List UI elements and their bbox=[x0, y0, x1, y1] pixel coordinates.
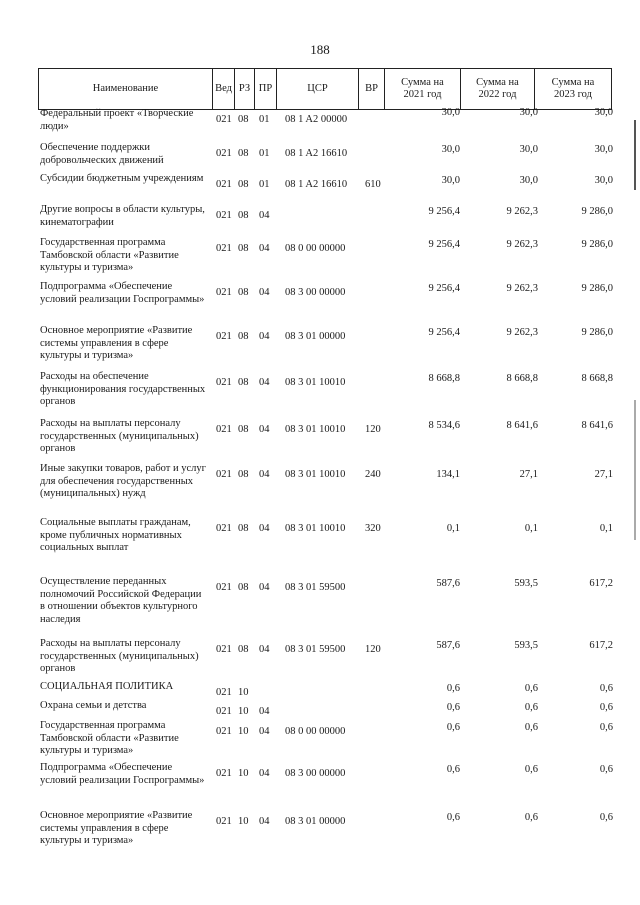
cell-pr: 04 bbox=[259, 582, 270, 593]
cell-vr: 120 bbox=[365, 644, 381, 655]
cell-ved: 021 bbox=[216, 582, 232, 593]
cell-s1: 587,6 bbox=[436, 640, 460, 651]
cell-csr: 08 3 01 10010 bbox=[285, 377, 346, 388]
cell-csr: 08 3 01 10010 bbox=[285, 469, 346, 480]
cell-ved: 021 bbox=[216, 377, 232, 388]
cell-s1: 8 668,8 bbox=[428, 373, 460, 384]
cell-s3: 9 286,0 bbox=[581, 239, 613, 250]
cell-rz: 10 bbox=[238, 726, 249, 737]
cell-s1: 9 256,4 bbox=[428, 283, 460, 294]
cell-s3: 30,0 bbox=[594, 107, 613, 118]
cell-s3: 0,6 bbox=[599, 722, 613, 733]
cell-vr: 610 bbox=[365, 179, 381, 190]
cell-vr: 320 bbox=[365, 523, 381, 534]
cell-s1: 0,6 bbox=[446, 722, 460, 733]
cell-s1: 587,6 bbox=[436, 578, 460, 589]
cell-rz: 10 bbox=[238, 768, 249, 779]
cell-s1: 30,0 bbox=[441, 107, 460, 118]
cell-pr: 04 bbox=[259, 424, 270, 435]
cell-s2: 8 668,8 bbox=[506, 373, 538, 384]
cell-name: Расходы на обеспечение функционирования государственных органов bbox=[40, 371, 206, 407]
cell-csr: 08 0 00 00000 bbox=[285, 726, 346, 737]
cell-name: Иные закупки товаров, работ и услуг для обеспечения государственных (муниципальных) нужд bbox=[40, 463, 206, 499]
cell-rz: 08 bbox=[238, 424, 249, 435]
cell-s2: 30,0 bbox=[519, 175, 538, 186]
cell-s3: 0,1 bbox=[599, 523, 613, 534]
cell-s2: 9 262,3 bbox=[506, 239, 538, 250]
cell-ved: 021 bbox=[216, 816, 232, 827]
cell-rz: 10 bbox=[238, 816, 249, 827]
cell-name: Подпрограмма «Обеспечение условий реализации Госпрограммы» bbox=[40, 762, 205, 786]
cell-ved: 021 bbox=[216, 768, 232, 779]
cell-csr: 08 3 01 59500 bbox=[285, 582, 346, 593]
cell-ved: 021 bbox=[216, 179, 232, 190]
cell-name: Другие вопросы в области культуры, кинематографии bbox=[40, 204, 205, 228]
cell-s1: 0,6 bbox=[446, 702, 460, 713]
cell-s1: 9 256,4 bbox=[428, 206, 460, 217]
cell-rz: 08 bbox=[238, 287, 249, 298]
cell-csr: 08 1 A2 16610 bbox=[285, 148, 348, 159]
cell-pr: 04 bbox=[259, 816, 270, 827]
cell-rz: 08 bbox=[238, 644, 249, 655]
cell-s1: 0,1 bbox=[446, 523, 460, 534]
cell-csr: 08 3 01 10010 bbox=[285, 424, 346, 435]
cell-name: Социальные выплаты гражданам, кроме публичных нормативных социальных выплат bbox=[40, 517, 191, 553]
cell-name: Основное мероприятие «Развитие системы управления в сфере культуры и туризма» bbox=[40, 325, 193, 361]
cell-csr: 08 0 00 00000 bbox=[285, 243, 346, 254]
cell-rz: 08 bbox=[238, 114, 249, 125]
header-rz: РЗ bbox=[235, 69, 255, 109]
cell-s1: 8 534,6 bbox=[428, 420, 460, 431]
cell-s3: 0,6 bbox=[599, 683, 613, 694]
cell-pr: 04 bbox=[259, 469, 270, 480]
cell-name: Основное мероприятие «Развитие системы управления в сфере культуры и туризма» bbox=[40, 810, 193, 846]
page-number: 188 bbox=[310, 42, 330, 57]
cell-s3: 8 668,8 bbox=[581, 373, 613, 384]
cell-name: Государственная программа Тамбовской области «Развитие культуры и туризма» bbox=[40, 237, 179, 273]
cell-s1: 30,0 bbox=[441, 175, 460, 186]
cell-s3: 0,6 bbox=[599, 812, 613, 823]
cell-pr: 01 bbox=[259, 148, 270, 159]
cell-ved: 021 bbox=[216, 210, 232, 221]
cell-rz: 08 bbox=[238, 331, 249, 342]
cell-pr: 04 bbox=[259, 210, 270, 221]
header-name: Наименование bbox=[39, 69, 213, 109]
cell-pr: 01 bbox=[259, 114, 270, 125]
cell-s1: 0,6 bbox=[446, 812, 460, 823]
cell-csr: 08 3 01 00000 bbox=[285, 331, 346, 342]
cell-s2: 9 262,3 bbox=[506, 283, 538, 294]
header-sum-2023: Сумма на 2023 год bbox=[551, 77, 595, 100]
cell-name: Подпрограмма «Обеспечение условий реализации Госпрограммы» bbox=[40, 281, 205, 305]
cell-name: Субсидии бюджетным учреждениям bbox=[40, 173, 204, 184]
header-sum-2021: Сумма на 2021 год bbox=[385, 69, 461, 109]
cell-s2: 0,6 bbox=[524, 764, 538, 775]
cell-rz: 08 bbox=[238, 179, 249, 190]
cell-s1: 0,6 bbox=[446, 764, 460, 775]
cell-pr: 04 bbox=[259, 331, 270, 342]
cell-ved: 021 bbox=[216, 243, 232, 254]
cell-name: Охрана семьи и детства bbox=[40, 700, 147, 711]
cell-s2: 27,1 bbox=[519, 469, 538, 480]
cell-s3: 27,1 bbox=[594, 469, 613, 480]
cell-csr: 08 3 00 00000 bbox=[285, 768, 346, 779]
cell-s3: 617,2 bbox=[589, 578, 613, 589]
cell-ved: 021 bbox=[216, 331, 232, 342]
cell-s2: 0,6 bbox=[524, 722, 538, 733]
cell-csr: 08 3 01 00000 bbox=[285, 816, 346, 827]
cell-pr: 04 bbox=[259, 726, 270, 737]
cell-pr: 04 bbox=[259, 523, 270, 534]
cell-s2: 0,6 bbox=[524, 683, 538, 694]
cell-ved: 021 bbox=[216, 148, 232, 159]
cell-s1: 30,0 bbox=[441, 144, 460, 155]
cell-s3: 9 286,0 bbox=[581, 206, 613, 217]
cell-rz: 08 bbox=[238, 377, 249, 388]
cell-ved: 021 bbox=[216, 706, 232, 717]
cell-vr: 120 bbox=[365, 424, 381, 435]
cell-ved: 021 bbox=[216, 469, 232, 480]
cell-pr: 01 bbox=[259, 179, 270, 190]
cell-s3: 9 286,0 bbox=[581, 327, 613, 338]
cell-s3: 0,6 bbox=[599, 764, 613, 775]
cell-s3: 0,6 bbox=[599, 702, 613, 713]
cell-pr: 04 bbox=[259, 706, 270, 717]
cell-rz: 08 bbox=[238, 523, 249, 534]
cell-csr: 08 3 00 00000 bbox=[285, 287, 346, 298]
header-csr: ЦСР bbox=[277, 69, 359, 109]
cell-s3: 8 641,6 bbox=[581, 420, 613, 431]
cell-csr: 08 1 A2 00000 bbox=[285, 114, 348, 125]
header-pr: ПР bbox=[255, 69, 277, 109]
cell-s3: 9 286,0 bbox=[581, 283, 613, 294]
cell-name: Осуществление переданных полномочий Российской Федерации в отношении объектов культурного наследия bbox=[40, 576, 202, 625]
cell-pr: 04 bbox=[259, 644, 270, 655]
cell-rz: 08 bbox=[238, 148, 249, 159]
cell-name: Обеспечение поддержки добровольческих движений bbox=[40, 142, 164, 166]
cell-ved: 021 bbox=[216, 424, 232, 435]
cell-rz: 10 bbox=[238, 687, 249, 698]
cell-pr: 04 bbox=[259, 768, 270, 779]
cell-name: СОЦИАЛЬНАЯ ПОЛИТИКА bbox=[40, 681, 174, 692]
header-sum-2022: Сумма на 2022 год bbox=[461, 69, 535, 109]
cell-pr: 04 bbox=[259, 377, 270, 388]
cell-s1: 0,6 bbox=[446, 683, 460, 694]
cell-s2: 0,6 bbox=[524, 812, 538, 823]
cell-rz: 10 bbox=[238, 706, 249, 717]
header-vr: ВР bbox=[359, 69, 385, 109]
cell-ved: 021 bbox=[216, 114, 232, 125]
cell-s2: 8 641,6 bbox=[506, 420, 538, 431]
cell-rz: 08 bbox=[238, 582, 249, 593]
cell-csr: 08 1 A2 16610 bbox=[285, 179, 348, 190]
cell-name: Государственная программа Тамбовской области «Развитие культуры и туризма» bbox=[40, 720, 179, 756]
cell-ved: 021 bbox=[216, 726, 232, 737]
cell-s3: 617,2 bbox=[589, 640, 613, 651]
cell-rz: 08 bbox=[238, 469, 249, 480]
table-header bbox=[38, 68, 612, 110]
header-ved: Вед bbox=[213, 69, 235, 109]
scan-mark bbox=[634, 120, 636, 190]
cell-ved: 021 bbox=[216, 687, 232, 698]
cell-s1: 134,1 bbox=[436, 469, 460, 480]
cell-s3: 30,0 bbox=[594, 175, 613, 186]
cell-name: Расходы на выплаты персоналу государственных (муниципальных) органов bbox=[40, 418, 199, 454]
cell-rz: 08 bbox=[238, 210, 249, 221]
cell-ved: 021 bbox=[216, 644, 232, 655]
cell-name: Федеральный проект «Творческие люди» bbox=[40, 108, 194, 132]
cell-s2: 9 262,3 bbox=[506, 206, 538, 217]
scan-mark bbox=[634, 400, 636, 540]
cell-s1: 9 256,4 bbox=[428, 239, 460, 250]
cell-s1: 9 256,4 bbox=[428, 327, 460, 338]
cell-s2: 30,0 bbox=[519, 144, 538, 155]
cell-ved: 021 bbox=[216, 287, 232, 298]
cell-s2: 9 262,3 bbox=[506, 327, 538, 338]
cell-pr: 04 bbox=[259, 287, 270, 298]
cell-vr: 240 bbox=[365, 469, 381, 480]
cell-rz: 08 bbox=[238, 243, 249, 254]
cell-name: Расходы на выплаты персоналу государственных (муниципальных) органов bbox=[40, 638, 199, 674]
cell-s3: 30,0 bbox=[594, 144, 613, 155]
cell-ved: 021 bbox=[216, 523, 232, 534]
cell-s2: 30,0 bbox=[519, 107, 538, 118]
cell-s2: 0,1 bbox=[524, 523, 538, 534]
cell-s2: 593,5 bbox=[514, 640, 538, 651]
cell-s2: 0,6 bbox=[524, 702, 538, 713]
cell-csr: 08 3 01 10010 bbox=[285, 523, 346, 534]
cell-csr: 08 3 01 59500 bbox=[285, 644, 346, 655]
cell-s2: 593,5 bbox=[514, 578, 538, 589]
cell-pr: 04 bbox=[259, 243, 270, 254]
